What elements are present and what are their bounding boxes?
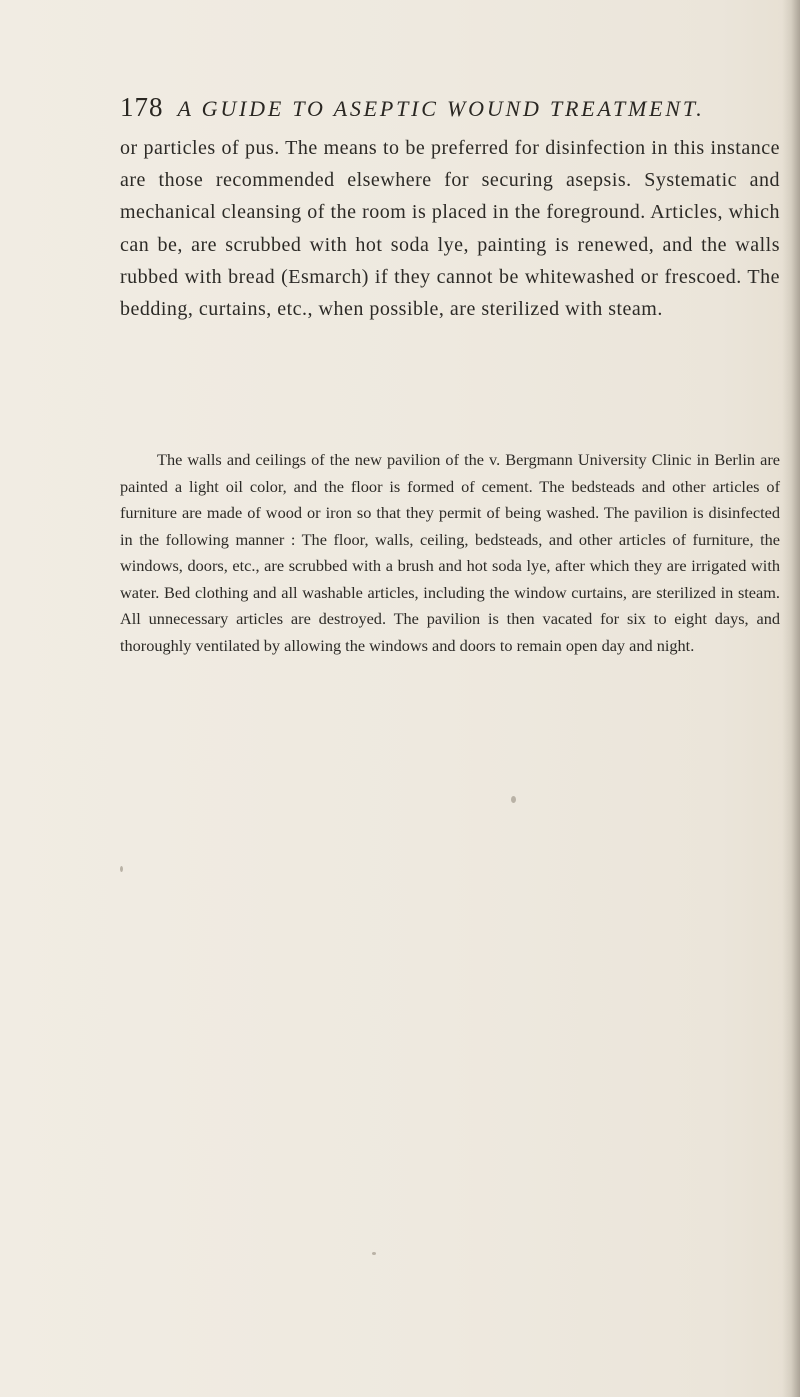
running-head-title: A GUIDE TO ASEPTIC WOUND TREATMENT.: [177, 96, 705, 121]
page-number: 178: [120, 92, 164, 122]
main-paragraph: or particles of pus. The means to be preferred for disinfection in this instance are those recommended elsewhere for securing asepsis. Systematic and mechanical cleansing of the room is placed in the foreground. Articles, which can be, are scrubbed with hot soda lye, painting is renewed, and the walls rubbed with bread (Esmarch) if they cannot be whitewashed or frescoed. The bedding, curtains, etc., when possible, are sterilized with steam.: [120, 137, 780, 321]
paper-speck: [511, 796, 516, 803]
page-edge-shadow: [782, 0, 800, 1397]
paper-speck: [372, 1252, 376, 1255]
running-head: [120, 92, 800, 132]
paper-speck: [120, 866, 123, 872]
small-print-paragraph: The walls and ceilings of the new pavilion of the v. Bergmann University Clinic in Berlin are painted a light oil color, and the floor is formed of cement. The bedsteads and other articles of furniture are made of wood or iron so that they permit of being washed. The pavilion is disinfected in the following manner : The floor, walls, ceiling, bedsteads, and other articles of furniture, the windows, doors, etc., are scrubbed with a brush and hot soda lye, after which they are irrigated with water. Bed clothing and all washable articles, including the window curtains, are sterilized in steam. All unnecessary articles are destroyed. The pavilion is then vacated for six to eight days, and thoroughly ventilated by allowing the windows and doors to remain open day and night.: [120, 450, 780, 655]
